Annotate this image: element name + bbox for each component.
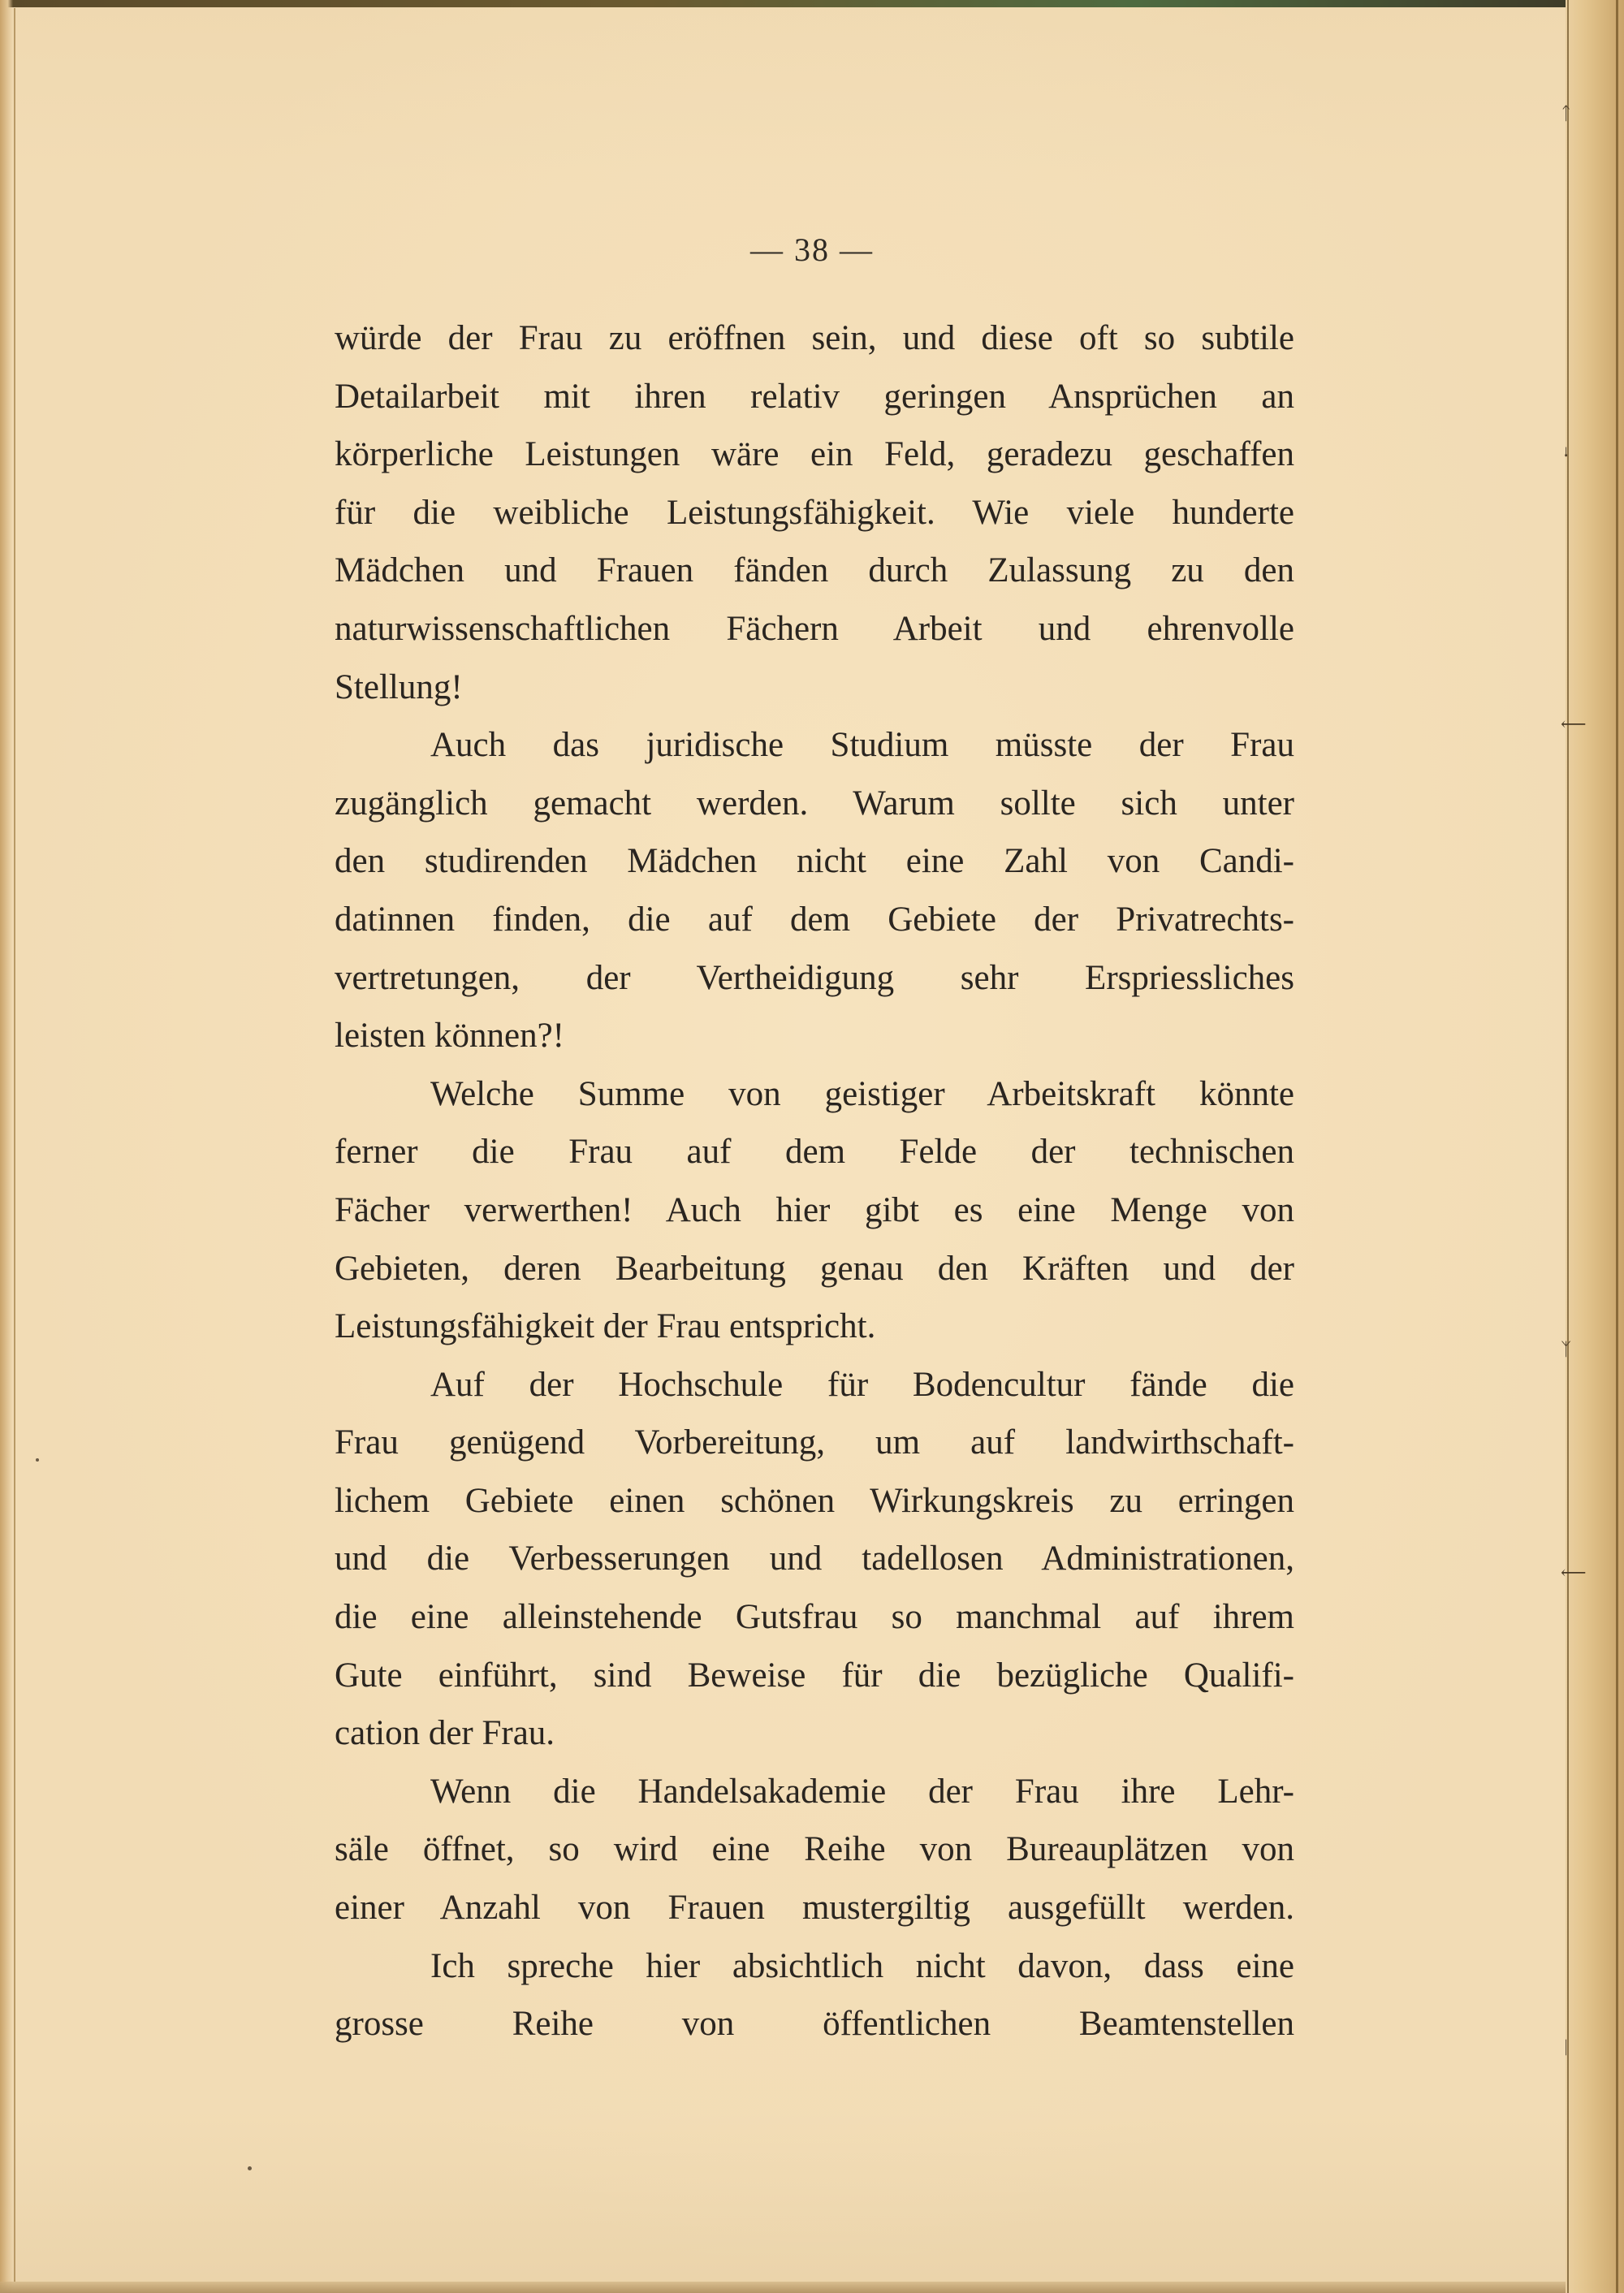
text-line: die eine alleinstehende Gutsfrau so manchmal auf ihrem <box>335 1598 1294 1637</box>
text-line: säle öffnet, so wird eine Reihe von Bureauplätzen von <box>335 1830 1294 1869</box>
text-line: cation der Frau. <box>335 1714 555 1753</box>
binding-thread-mark: ⟵ <box>1561 715 1587 735</box>
text-line: lichem Gebiete einen schönen Wirkungskreis zu erringen <box>335 1481 1294 1520</box>
text-line: Ich spreche hier absichtlich nicht davon, dass eine <box>430 1946 1294 1985</box>
text-line: körperliche Leistungen wäre ein Feld, geradezu geschaffen <box>335 435 1294 474</box>
text-line: Gebieten, deren Bearbeitung genau den Kräften und der <box>335 1249 1294 1288</box>
body-text <box>335 309 1294 2053</box>
page-bottom-edge <box>0 2282 1624 2293</box>
text-line: Frau genügend Vorbereitung, um auf landwirthschaft- <box>335 1423 1294 1462</box>
text-line: naturwissenschaftlichen Fächern Arbeit und ehrenvolle <box>335 609 1294 648</box>
text-line: Wenn die Handelsakademie der Frau ihre Lehr- <box>430 1772 1294 1811</box>
spine-fold-line <box>1567 0 1569 2293</box>
text-line: leisten können?! <box>335 1017 564 1056</box>
text-line: Auch das juridische Studium müsste der Frau <box>430 726 1294 765</box>
text-line: Fächer verwerthen! Auch hier gibt es eine Menge von <box>335 1190 1294 1229</box>
text-line: ferner die Frau auf dem Felde der technischen <box>335 1133 1294 1172</box>
binding-thread-mark: ᛍ <box>1561 445 1572 465</box>
page-left-rule <box>14 8 15 2282</box>
text-line: Mädchen und Frauen fänden durch Zulassung zu den <box>335 551 1294 590</box>
spine-edge-line <box>1616 0 1618 2293</box>
text-line: Detailarbeit mit ihren relativ geringen Ansprüchen an <box>335 377 1294 416</box>
binding-thread-mark: ᛉ <box>1561 1340 1572 1360</box>
text-line: Gute einführt, sind Beweise für die bezügliche Qualifi- <box>335 1656 1294 1695</box>
text-line: vertretungen, der Vertheidigung sehr Erspriessliches <box>335 958 1294 997</box>
page-top-edge <box>0 0 1624 7</box>
binding-thread-mark: ⟵ <box>1561 1563 1587 1583</box>
text-line: den studirenden Mädchen nicht eine Zahl von Candi- <box>335 842 1294 881</box>
text-line: und die Verbesserungen und tadellosen Administrationen, <box>335 1539 1294 1578</box>
text-line: würde der Frau zu eröffnen sein, und diese oft so subtile <box>335 319 1294 357</box>
binding-thread-mark: ᛏ <box>1561 104 1572 124</box>
paper-speck <box>248 2166 252 2170</box>
paper-speck <box>36 1458 39 1462</box>
text-line: grosse Reihe von öffentlichen Beamtenstellen <box>335 2005 1294 2044</box>
binding-thread-mark: ᛁ <box>1561 2038 1572 2058</box>
page-number: — 38 — <box>750 231 874 268</box>
text-line: Auf der Hochschule für Bodencultur fände die <box>430 1365 1294 1404</box>
text-line: datinnen finden, die auf dem Gebiete der Privatrechts- <box>335 900 1294 939</box>
text-line: Leistungsfähigkeit der Frau entspricht. <box>335 1307 876 1346</box>
text-line: zugänglich gemacht werden. Warum sollte sich unter <box>335 784 1294 823</box>
page-left-edge <box>0 0 13 2293</box>
text-line: Welche Summe von geistiger Arbeitskraft könnte <box>430 1074 1294 1113</box>
text-line: Stellung! <box>335 667 463 706</box>
text-line: für die weibliche Leistungsfähigkeit. Wie viele hunderte <box>335 493 1294 532</box>
text-line: einer Anzahl von Frauen mustergiltig ausgefüllt werden. <box>335 1889 1294 1928</box>
